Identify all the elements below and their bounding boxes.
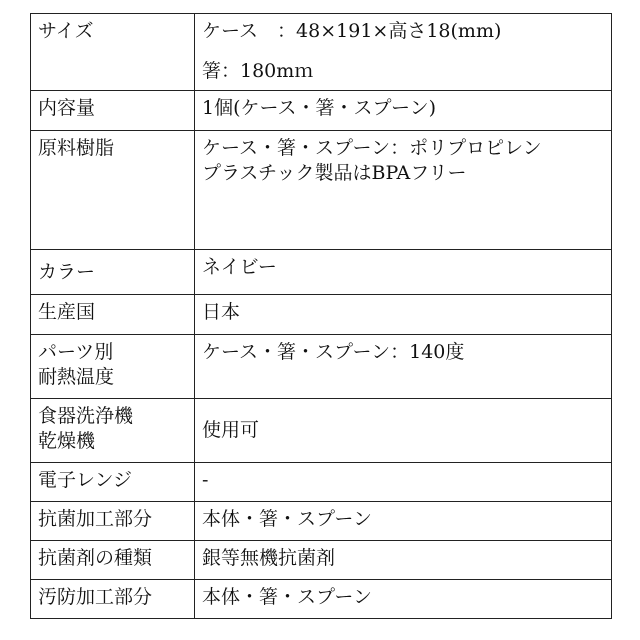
- spec-key-text: 汚防加工部分: [38, 586, 153, 608]
- spec-value: [195, 250, 612, 295]
- spec-value-text: ケース・箸・スプーン：ポリプロピレン: [202, 137, 542, 159]
- spec-key: [31, 580, 195, 619]
- spec-key-text: 抗菌剤の種類: [38, 547, 153, 569]
- spec-value-text: -: [202, 469, 209, 491]
- spec-value: [195, 541, 612, 580]
- spec-value: [195, 335, 612, 399]
- spec-key: [31, 14, 195, 91]
- spec-key: [31, 295, 195, 335]
- spec-key-text: 抗菌加工部分: [38, 508, 153, 530]
- spec-key: [31, 335, 195, 399]
- spec-row-contents: [31, 91, 612, 131]
- spec-key-text: 内容量: [38, 97, 96, 119]
- spec-value: [195, 295, 612, 335]
- spec-key-text: パーツ別: [38, 341, 114, 363]
- spec-value-text: 本体・箸・スプーン: [202, 508, 373, 530]
- spec-value-text: 本体・箸・スプーン: [202, 586, 373, 608]
- spec-key-text: 食器洗浄機: [38, 405, 134, 427]
- spec-row-stain-resistant-parts: [31, 580, 612, 619]
- spec-key: [31, 541, 195, 580]
- spec-value-text: ケース・箸・スプーン：140度: [202, 341, 465, 363]
- spec-row-dishwasher: [31, 399, 612, 463]
- product-spec-table: [30, 13, 612, 619]
- spec-row-heat-resistance: [31, 335, 612, 399]
- spec-value: [195, 580, 612, 619]
- spec-key: [31, 250, 195, 295]
- spec-value-text: 箸：180mｍ: [202, 60, 314, 82]
- spec-value-text: ネイビー: [202, 256, 277, 278]
- spec-key: [31, 91, 195, 131]
- spec-row-color: [31, 250, 612, 295]
- spec-value: [195, 502, 612, 541]
- spec-key: [31, 463, 195, 502]
- spec-value: [195, 399, 612, 463]
- spec-row-antibacterial-type: [31, 541, 612, 580]
- spec-row-material: [31, 131, 612, 250]
- spec-value-text: 使用可: [202, 419, 260, 441]
- spec-value-text: 日本: [202, 301, 241, 323]
- spec-row-size: [31, 14, 612, 91]
- spec-value-text: プラスチック製品はBPAフリー: [202, 162, 467, 184]
- spec-value: [195, 14, 612, 91]
- spec-key: [31, 502, 195, 541]
- spec-value: [195, 463, 612, 502]
- spec-row-microwave: [31, 463, 612, 502]
- spec-row-antibacterial-parts: [31, 502, 612, 541]
- spec-value-text: 1個(ケース・箸・スプーン): [202, 97, 437, 119]
- spec-key-text: 乾燥機: [38, 430, 96, 452]
- spec-value: [195, 91, 612, 131]
- spec-key-text: 生産国: [38, 301, 96, 323]
- spec-row-origin: [31, 295, 612, 335]
- spec-key-text: 電子レンジ: [38, 469, 133, 491]
- spec-value-text: ケース ：48×191×高さ18(mm): [202, 20, 502, 42]
- spec-value: [195, 131, 612, 250]
- spec-key-text: サイズ: [38, 20, 94, 42]
- spec-key: [31, 399, 195, 463]
- spec-value-text: 銀等無機抗菌剤: [202, 547, 336, 569]
- spec-key-text: 耐熱温度: [38, 366, 115, 388]
- spec-key: [31, 131, 195, 250]
- spec-key-text: カラー: [38, 261, 96, 283]
- spec-key-text: 原料樹脂: [38, 137, 115, 159]
